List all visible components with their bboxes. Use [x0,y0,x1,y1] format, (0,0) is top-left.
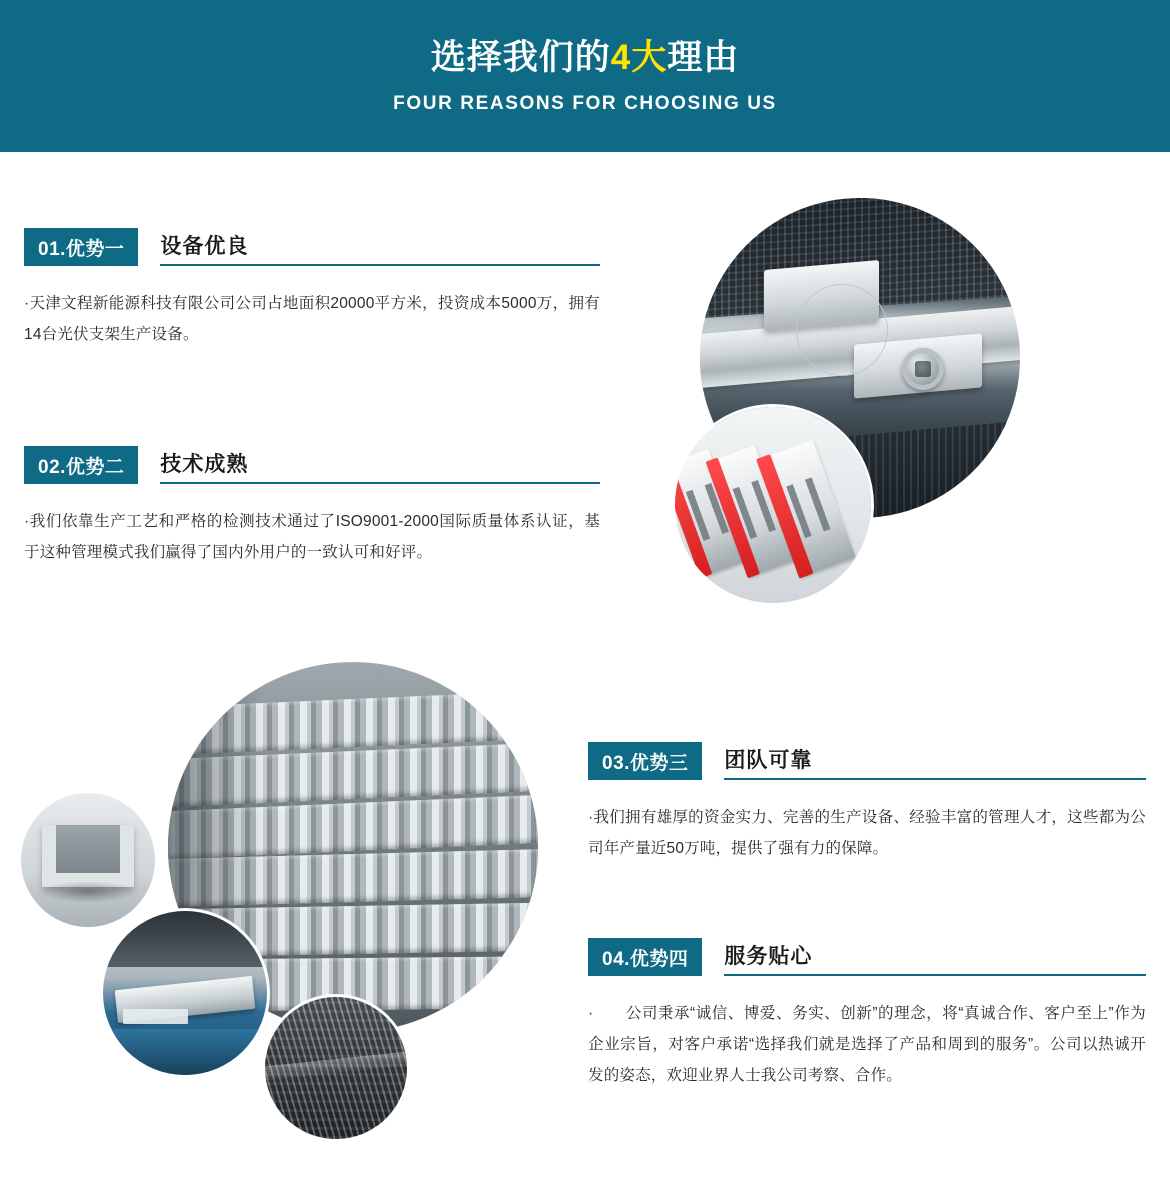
advantage-3-body: ·我们拥有雄厚的资金实力、完善的生产设备、经验丰富的管理人才，这些都为公司年产量近50万吨，提供了强有力的保障。 [588,809,1146,857]
advantage-3-title-wrap [702,742,1146,780]
advantage-4-tag: 04.优势四 [588,938,702,976]
advantage-4-header [588,938,1146,976]
decorative-circle-outline [796,284,888,376]
advantage-4-title-wrap [702,938,1146,976]
roll-forming-machine-photo [100,908,270,1078]
advantage-2-body: ·我们依靠生产工艺和严格的检测技术通过了ISO9001-2000国际质量体系认证，基于这种管理模式我们赢得了国内外用户的一致认可和好评。 [24,513,600,561]
advantage-1-title: 设备优良 [160,235,249,258]
machine-label-plate [123,1009,189,1024]
advantage-1-header [24,228,600,266]
banner-subtitle: FOUR REASONS FOR CHOOSING US [393,93,777,114]
c-channel-cross-section-photo [18,790,158,930]
advantage-block-2 [24,446,600,568]
advantage-2-title: 技术成熟 [160,453,249,476]
banner-title-highlight: 4大 [610,38,668,77]
advantage-2-tag: 02.优势二 [24,446,138,484]
advantage-1-rule [160,264,600,266]
cprofile-shadow [37,881,139,902]
advantage-3-tag: 03.优势三 [588,742,702,780]
bundled-steel-tubes-photo [262,994,410,1142]
banner-title-prefix: 选择我们的 [430,38,611,77]
advantage-block-1 [24,228,600,350]
machine-top-dark [103,911,267,967]
page-banner [0,0,1170,152]
advantage-4-body: · 公司秉承“诚信、博爱、务实、创新”的理念，将“真诚合作、客户至上”作为企业宗旨，对客户承诺“选择我们就是选择了产品和周到的服务”。公司以热诚开发的姿态，欢迎业界人士我公司考察、合作。 [588,1005,1146,1084]
machine-blue-base [103,1029,267,1075]
advantage-block-4 [588,938,1146,1091]
advantage-3-rule [724,778,1146,780]
advantage-4-rule [724,974,1146,976]
banner-title-suffix: 理由 [667,38,740,77]
clamp-bolt [902,348,944,390]
advantage-1-title-wrap [138,228,600,266]
advantage-3-title: 团队可靠 [724,749,813,772]
advantage-2-header [24,446,600,484]
advantage-block-3 [588,742,1146,864]
steel-bracket-profiles-photo [672,404,874,606]
cprofile-shape [42,825,133,887]
advantage-4-title: 服务贴心 [724,945,813,968]
advantage-2-title-wrap [138,446,600,484]
advantage-1-tag: 01.优势一 [24,228,138,266]
advantage-3-header [588,742,1146,780]
banner-title [431,37,740,79]
advantage-1-body: ·天津文程新能源科技有限公司公司占地面积20000平方米，投资成本5000万，拥有14台光伏支架生产设备。 [24,295,600,343]
advantage-2-rule [160,482,600,484]
